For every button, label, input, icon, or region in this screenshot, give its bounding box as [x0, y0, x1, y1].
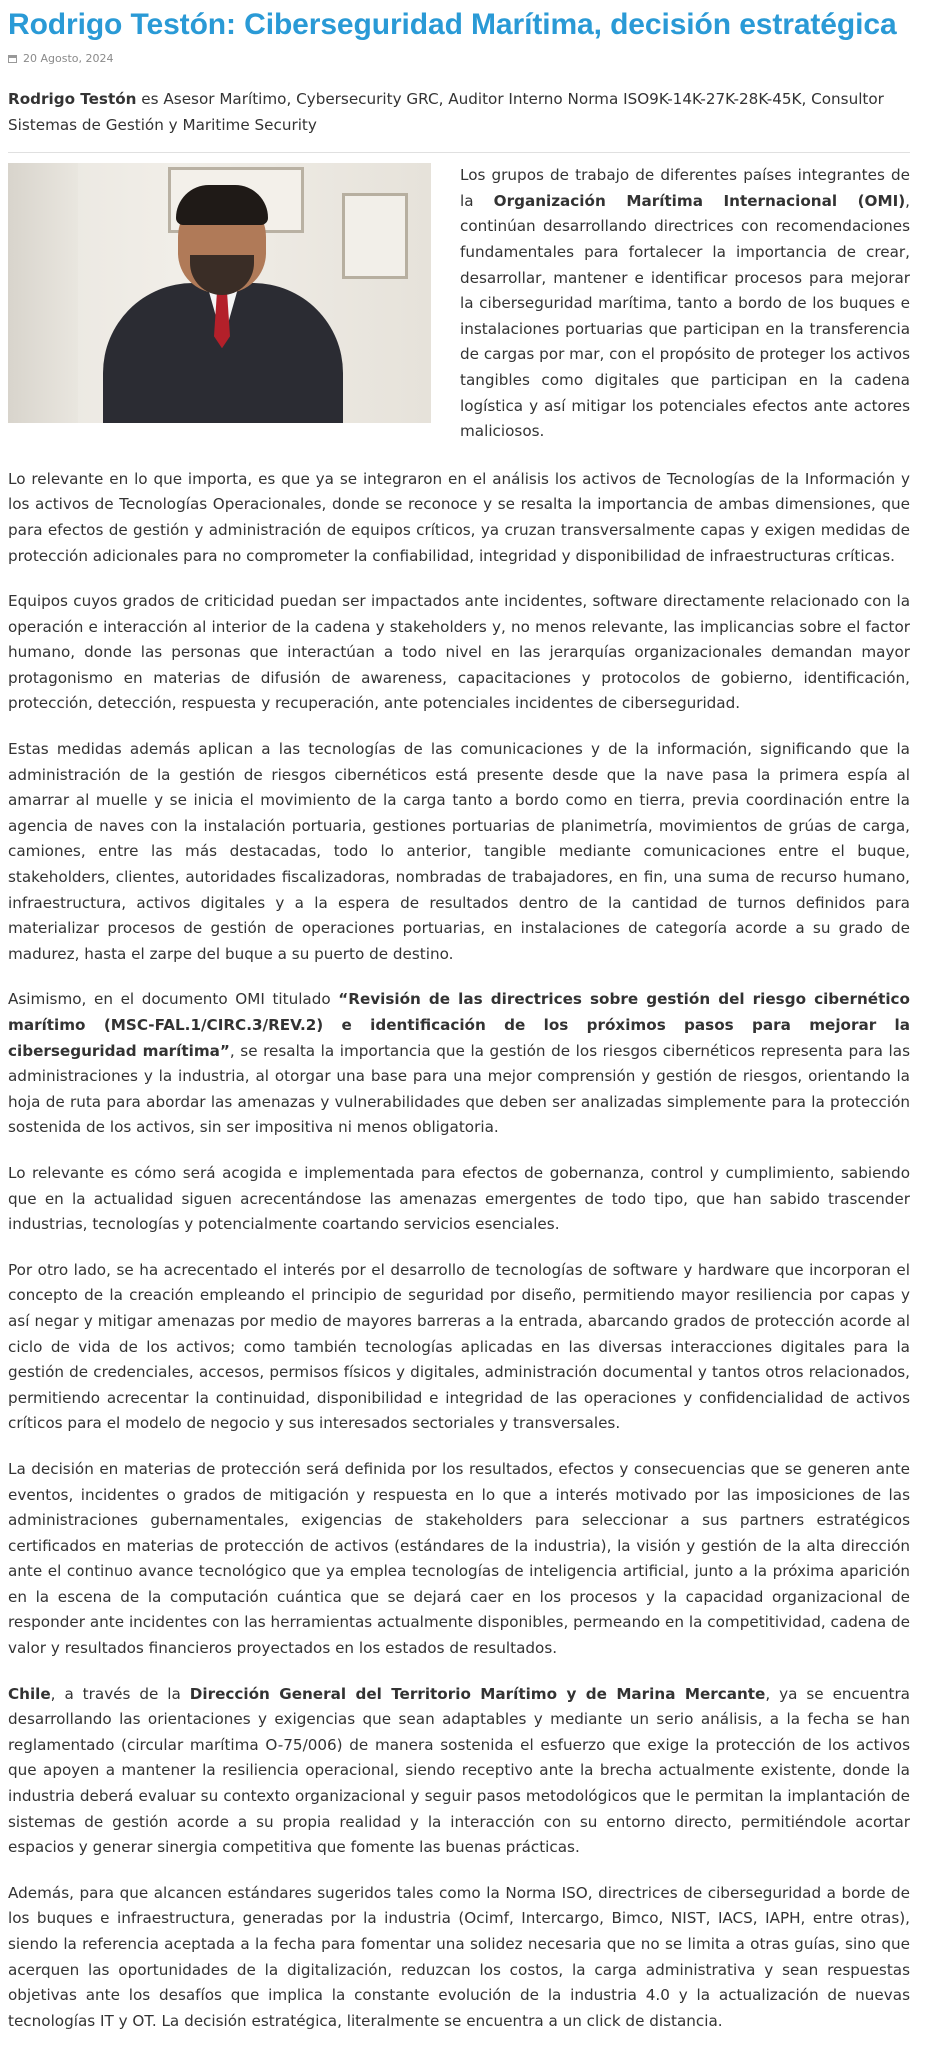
photo-background-door: [8, 163, 78, 423]
author-photo: [8, 163, 431, 423]
photo-wall-frame: [342, 193, 408, 279]
author-description: es Asesor Marítimo, Cybersecurity GRC, Auditor Interno Norma ISO9K-14K-27K-28K-45K, Consultor Sistemas de Gestión y Maritime Security: [8, 90, 884, 134]
document-title-emphasis: “Revisión de las directrices sobre gestión del riesgo cibernético marítimo (MSC-FAL.1/CIRC.3/REV.2) e identificación de los próximos pasos para mejorar la ciberseguridad marítima”: [8, 990, 910, 1060]
paragraph-8: La decisión en materias de protección será definida por los resultados, efectos y consecuencias que se generen ante eventos, incidentes o grados de mitigación y respuesta en lo que a interés motivado por las imposiciones de las administraciones gubernamentales, exigencias de stakeholders para seleccionar a sus partners estratégicos certificados en materias de protección de activos (estándares de la industria), la visión y gestión de la alta dirección ante el continuo avance tecnológico que ya emplea tecnologías de inteligencia artificial, junto a la próxima aparición en la escena de la computación cuántica que se dejará caer en los procesos y la capacidad organizacional de responder ante incidentes con las herramientas actualmente disponibles, permeando en la competitividad, cadena de valor y resultados financieros proyectados en los estados de resultados.: [8, 1459, 910, 1658]
article: [0, 6, 910, 2034]
author-name: Rodrigo Testón: [8, 90, 137, 108]
author-intro: [8, 87, 910, 138]
country-emphasis: Chile: [8, 1684, 51, 1703]
paragraph-5: [8, 987, 910, 1141]
article-title: Rodrigo Testón: Ciberseguridad Marítima, decisión estratégica: [8, 8, 897, 41]
text-run: , ya se encuentra desarrollando las orientaciones y exigencias que sean adaptables y mediante un serio análisis, a la fecha se han reglamentado (circular marítima O-75/006) de manera sostenida el esfuerzo que exige la protección de los activos que apoyen a mantener la resiliencia operacional, siendo receptivo ante la brecha actualmente existente, donde la industria deberá evaluar su contexto organizacional y seguir pasos metodológicos que le permitan la implantación de sistemas de gestión acorde a su propia realidad y la interacción con su entorno directo, permitiéndole acortar espacios y generar sinergia competitiva que fomente las buenas prácticas.: [8, 1684, 910, 1857]
omi-emphasis: Organización Marítima Internacional (OMI): [493, 191, 906, 210]
publish-date: 20 Agosto, 2024: [23, 52, 114, 65]
text-run: , continúan desarrollando directrices con recomendaciones fundamentales para fortalecer la importancia de crear, desarrollar, mantener e identificar procesos para mejorar la ciberseguridad marítima, tanto a bordo de los buques e instalaciones portuarias que participan en la transferencia de cargas por mar, con el propósito de proteger los activos tangibles como digitales que participan en la cadena logística y así mitigar los potenciales efectos ante actores maliciosos.: [460, 191, 910, 441]
photo-hair: [176, 185, 268, 225]
paragraph-9: [8, 1682, 910, 1861]
paragraph-4: Estas medidas además aplican a las tecnologías de las comunicaciones y de la información, significando que la administración de la gestión de riesgos cibernéticos está presente desde que la nave pasa la primera espía al amarrar al muelle y se inicia el movimiento de la carga tanto a bordo como en tierra, previa coordinación entre la agencia de naves con la instalación portuaria, gestiones portuarias de planimetría, movimientos de grúas de carga, camiones, entre las más destacadas, todo lo anterior, tangible mediante comunicaciones entre el buque, stakeholders, clientes, autoridades fiscalizadoras, nombradas de trabajadores, en fin, una suma de recurso humano, infraestructura, activos digitales y a la espera de resultados dentro de la cantidad de turnos definidos para materializar procesos de gestión de operaciones portuarias, en instalaciones de categoría acorde a su grado de madurez, hasta el zarpe del buque a su puerto de destino.: [8, 740, 910, 963]
calendar-icon: [8, 55, 17, 63]
agency-emphasis: Dirección General del Territorio Marítimo y de Marina Mercante: [189, 1684, 766, 1703]
text-run: , se resalta la importancia que la gestión de los riesgos cibernéticos representa para las administraciones y la industria, al otorgar una base para una mejor comprensión y gestión de riesgos, orientando la hoja de ruta para abordar las amenazas y vulnerabilidades que deben ser analizadas simplemente para la protección sostenida de los activos, sin ser impositiva ni menos obligatoria.: [8, 1041, 910, 1137]
lead-block: [8, 163, 910, 465]
text-run: Asimismo, en el documento OMI titulado: [8, 990, 339, 1009]
paragraph-10: Además, para que alcancen estándares sugeridos tales como la Norma ISO, directrices de ciberseguridad a borde de los buques e infraestructura, generadas por la industria (Ocimf, Intercargo, Bimco, NIST, IACS, IAPH, entre otras), siendo la referencia aceptada a la fecha para fomentar una solidez necesaria que no se limita a otras guías, sino que acerquen las oportunidades de la digitalización, reduzcan los costos, la carga administrativa y sean respuestas objetivas ante los desafíos que implica la constante evolución de la industria 4.0 y la actualización de nuevas tecnologías IT y OT. La decisión estratégica, literalmente se encuentra a un click de distancia.: [8, 1883, 910, 2030]
divider: [8, 152, 910, 153]
text-run: Los grupos de trabajo de diferentes países integrantes de la: [460, 166, 910, 210]
article-meta: [8, 52, 910, 65]
paragraph-6: Lo relevante es cómo será acogida e implementada para efectos de gobernanza, control y cumplimiento, sabiendo que en la actualidad siguen acrecentándose las amenazas emergentes de todo tipo, que han sabido trascender industrias, tecnologías y potencialmente coartando servicios esenciales.: [8, 1163, 910, 1234]
paragraph-2: Lo relevante en lo que importa, es que ya se integraron en el análisis los activos de Tecnologías de la Información y los activos de Tecnologías Operacionales, donde se reconoce y se resalta la importancia de ambas dimensiones, que para efectos de gestión y administración de equipos críticos, ya cruzan transversalmente capas y exigen medidas de protección adicionales para no comprometer la confiabilidad, integridad y disponibilidad de infraestructuras críticas.: [8, 469, 910, 565]
paragraph-3: Equipos cuyos grados de criticidad puedan ser impactados ante incidentes, software directamente relacionado con la operación e interacción al interior de la cadena y stakeholders y, no menos relevante, las implicancias sobre el factor humano, donde las personas que interactúan a todo nivel en las jerarquías organizacionales demandan mayor protagonismo en materias de difusión de awareness, capacitaciones y protocolos de gobierno, identificación, protección, detección, respuesta y recuperación, ante potenciales incidentes de ciberseguridad.: [8, 592, 910, 713]
text-run: , a través de la: [50, 1684, 190, 1703]
paragraph-7: Por otro lado, se ha acrecentado el interés por el desarrollo de tecnologías de software y hardware que incorporan el concepto de la creación empleando el principio de seguridad por diseño, permitiendo mayor resiliencia por capas y así negar y mitigar amenazas por medio de mayores barreras a la entrada, abarcando grados de protección acorde al ciclo de vida de los activos; como también tecnologías aplicadas en las diversas interacciones digitales para la gestión de credenciales, accesos, permisos físicos y digitales, administración documental y tantos otros relacionados, permitiendo acrecentar la continuidad, disponibilidad e integridad de las operaciones y confidencialidad de activos críticos para el modelo de negocio y sus interesados sectoriales y transversales.: [8, 1260, 910, 1433]
